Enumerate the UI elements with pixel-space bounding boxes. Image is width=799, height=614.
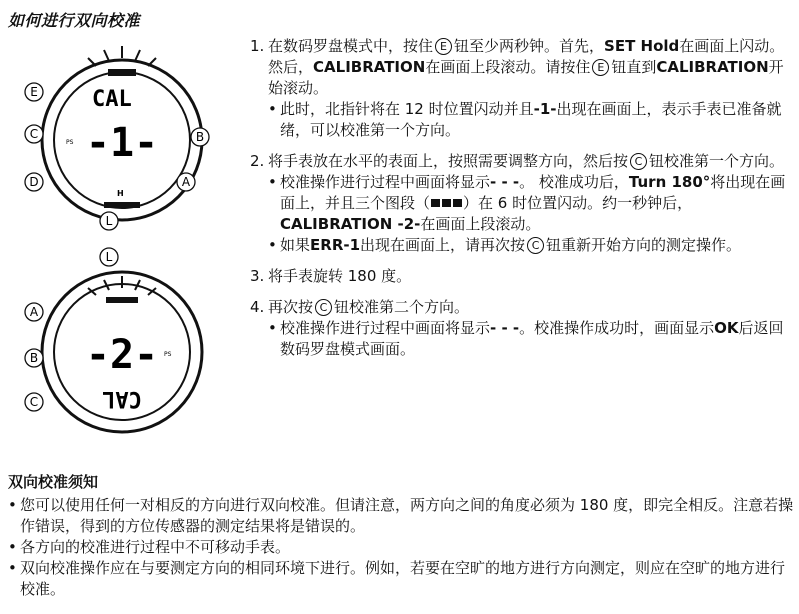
step-4 — [250, 297, 790, 360]
note-item: • 各方向的校准进行过程中不可移动手表。 — [8, 538, 291, 556]
step-number: 2. — [250, 152, 265, 170]
button-c-icon: C — [315, 299, 332, 316]
lcd-bottom-text: CAL — [102, 386, 142, 411]
bullet-icon: • — [8, 559, 17, 577]
step-number: 3. — [250, 267, 265, 285]
step-number: 1. — [250, 37, 265, 55]
svg-text:B: B — [29, 351, 39, 365]
button-d[interactable] — [25, 173, 43, 191]
button-e[interactable] — [25, 83, 43, 101]
watch-2 — [25, 248, 202, 432]
svg-text:PS: PS — [66, 139, 74, 146]
svg-text:B: B — [195, 130, 205, 144]
button-a[interactable] — [25, 303, 43, 321]
segments-icon — [430, 194, 463, 212]
step-note: • 校准操作进行过程中画面将显示- - -。 校准成功后，Turn 180°将出现在画面上，并且三个图段（ ）在 6 时位置闪动。约一秒钟后，CALIBRATION -2-在画面上段滚动。 — [268, 173, 786, 233]
step-text: 在数码罗盘模式中，按住 E 钮至少两秒钟。首先，SET Hold在画面上闪动。然后，CALIBRATION在画面上段滚动。请按住 E 钮直到CALIBRATION开始滚动。 — [268, 37, 785, 97]
lcd-center-text: -1- — [85, 120, 159, 166]
calibration-illustration — [14, 44, 234, 444]
button-e-icon: E — [435, 38, 452, 55]
bullet-icon: • — [8, 538, 17, 556]
svg-text:E: E — [30, 85, 38, 99]
step-2 — [250, 151, 790, 256]
north-pointer-segments — [108, 69, 136, 76]
button-l[interactable] — [100, 212, 118, 230]
step-text: 再次按 C 钮校准第二个方向。 — [268, 298, 470, 316]
button-b[interactable] — [191, 128, 209, 146]
step-3 — [250, 266, 790, 287]
notes-title: 双向校准须知 — [8, 473, 99, 491]
note-item: • 双向校准操作应在与要测定方向的相同环境下进行。例如，若要在空旷的地方进行方向测定，则应在空旷的地方进行校准。 — [8, 559, 786, 598]
step-note: • 如果ERR-1出现在画面上，请再次按 C 钮重新开始方向的测定操作。 — [268, 236, 742, 254]
step-note: • 此时，北指针将在 12 时位置闪动并且-1-出现在画面上，表示手表已准备就绪，可以校准第一个方向。 — [268, 100, 782, 139]
step-number: 4. — [250, 298, 265, 316]
button-e-icon: E — [592, 59, 609, 76]
button-c[interactable] — [25, 125, 43, 143]
bullet-icon: • — [268, 236, 277, 254]
bullet-icon: • — [268, 100, 277, 118]
calibration-steps — [250, 36, 790, 370]
step-text: 将手表放在水平的表面上，按照需要调整方向，然后按 C 钮校准第一个方向。 — [268, 152, 785, 170]
lcd-center-text: -2- — [85, 332, 159, 378]
step-1 — [250, 36, 790, 141]
svg-text:A: A — [181, 175, 191, 189]
bullet-icon: • — [268, 173, 277, 191]
svg-text:A: A — [29, 305, 39, 319]
svg-text:H: H — [117, 189, 124, 198]
button-c-icon: C — [630, 153, 647, 170]
bullet-icon: • — [268, 319, 277, 337]
note-item: • 您可以使用任何一对相反的方向进行双向校准。但请注意，两方向之间的角度必须为 180 度，即完全相反。注意若操作错误，得到的方位传感器的测定结果将是错误的。 — [8, 496, 794, 535]
svg-text:C: C — [29, 395, 39, 409]
button-c-icon: C — [527, 237, 544, 254]
button-l[interactable] — [100, 248, 118, 266]
button-b[interactable] — [25, 349, 43, 367]
svg-text:D: D — [29, 175, 39, 189]
button-c[interactable] — [25, 393, 43, 411]
page-title: 如何进行双向校准 — [8, 11, 141, 30]
lcd-top-text: CAL — [92, 87, 132, 112]
step-note: • 校准操作进行过程中画面将显示- - -。校准操作成功时，画面显示OK后返回数码罗盘模式画面。 — [268, 319, 784, 358]
svg-text:L: L — [105, 250, 113, 264]
calibration-notes — [8, 472, 794, 600]
bullet-icon: • — [8, 496, 17, 514]
watch-1 — [25, 46, 209, 230]
svg-text:C: C — [29, 127, 39, 141]
step-text: 将手表旋转 180 度。 — [268, 267, 412, 285]
button-a[interactable] — [177, 173, 195, 191]
svg-text:L: L — [105, 214, 113, 228]
svg-text:PS: PS — [164, 351, 172, 358]
